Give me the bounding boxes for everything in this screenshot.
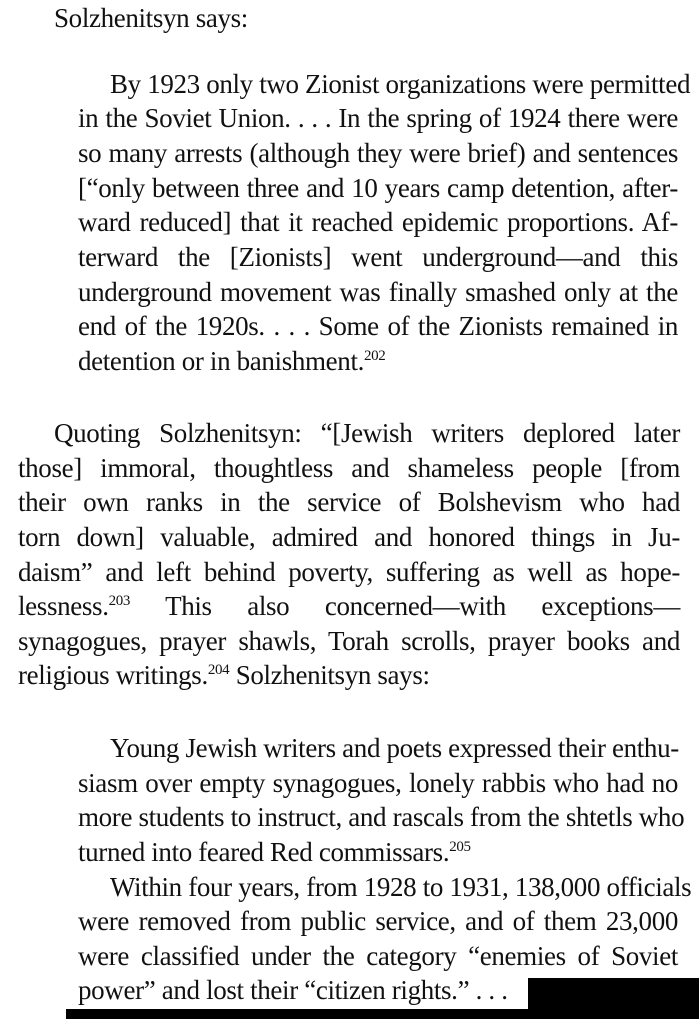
quote2-line-3: more students to instruct, and rascals from the shtetls who [78, 802, 685, 832]
quote2-line-1: Young Jewish writers and poets expressed their enthu- [110, 733, 679, 763]
footnote-ref-204: 204 [207, 662, 230, 678]
para-line-8 [18, 658, 430, 692]
para-line-8-text: religious writings. [18, 660, 208, 690]
quote2-line-7: were classified under the category “enemies of Soviet [78, 941, 678, 971]
intro-line: Solzhenitsyn says: [54, 3, 248, 33]
para-line-6-after: This also concerned—with exceptions— [130, 591, 680, 621]
para-line-6-text: lessness. [18, 591, 109, 621]
redaction-block [528, 978, 699, 1009]
quote1-line-1: By 1923 only two Zionist organizations were permitted [110, 69, 691, 99]
para-line-5: daism” and left behind poverty, suffering as well as hope- [18, 557, 680, 587]
para-line-7: synagogues, prayer shawls, Torah scrolls, prayer books and [18, 626, 680, 656]
quote2-line-8: power” and lost their “citizen rights.” . . . [78, 975, 508, 1005]
para-line-3: their own ranks in the service of Bolshevism who had [18, 487, 680, 517]
quote1-line-8: end of the 1920s. . . . Some of the Zionists remained in [78, 311, 678, 341]
quote1-line-6: terward the [Zionists] went underground—and this [78, 242, 678, 272]
quote1-line-9 [78, 344, 385, 378]
quote1-line-2: in the Soviet Union. . . . In the spring of 1924 there were [78, 103, 678, 133]
quote1-line-9-text: detention or in banishment. [78, 346, 364, 376]
quote2-line-4 [78, 835, 471, 869]
quote2-line-6: were removed from public service, and of them 23,000 [78, 906, 678, 936]
para-line-1: Quoting Solzhenitsyn: “[Jewish writers deplored later [54, 418, 680, 448]
footnote-ref-205: 205 [449, 839, 471, 855]
quote2-line-2: siasm over empty synagogues, lonely rabbis who had no [78, 768, 678, 798]
quote1-line-4: [“only between three and 10 years camp detention, after- [78, 173, 678, 203]
bottom-black-bar [66, 1009, 699, 1019]
quote2-line-5: Within four years, from 1928 to 1931, 138,000 officials [110, 872, 692, 902]
quote2-line-4-text: turned into feared Red commissars. [78, 837, 450, 867]
para-line-4: torn down] valuable, admired and honored things in Ju- [18, 522, 680, 552]
para-line-2: those] immoral, thoughtless and shameless people [from [18, 453, 680, 483]
para-line-6 [18, 589, 680, 623]
para-line-8-after: Solzhenitsyn says: [229, 660, 430, 690]
footnote-ref-203: 203 [108, 593, 131, 609]
quote1-line-7: underground movement was finally smashed only at the [78, 277, 678, 307]
quote1-line-3: so many arrests (although they were brief) and sentences [78, 138, 678, 168]
footnote-ref-202: 202 [364, 348, 386, 364]
quote1-line-5: ward reduced] that it reached epidemic proportions. Af- [78, 207, 678, 237]
